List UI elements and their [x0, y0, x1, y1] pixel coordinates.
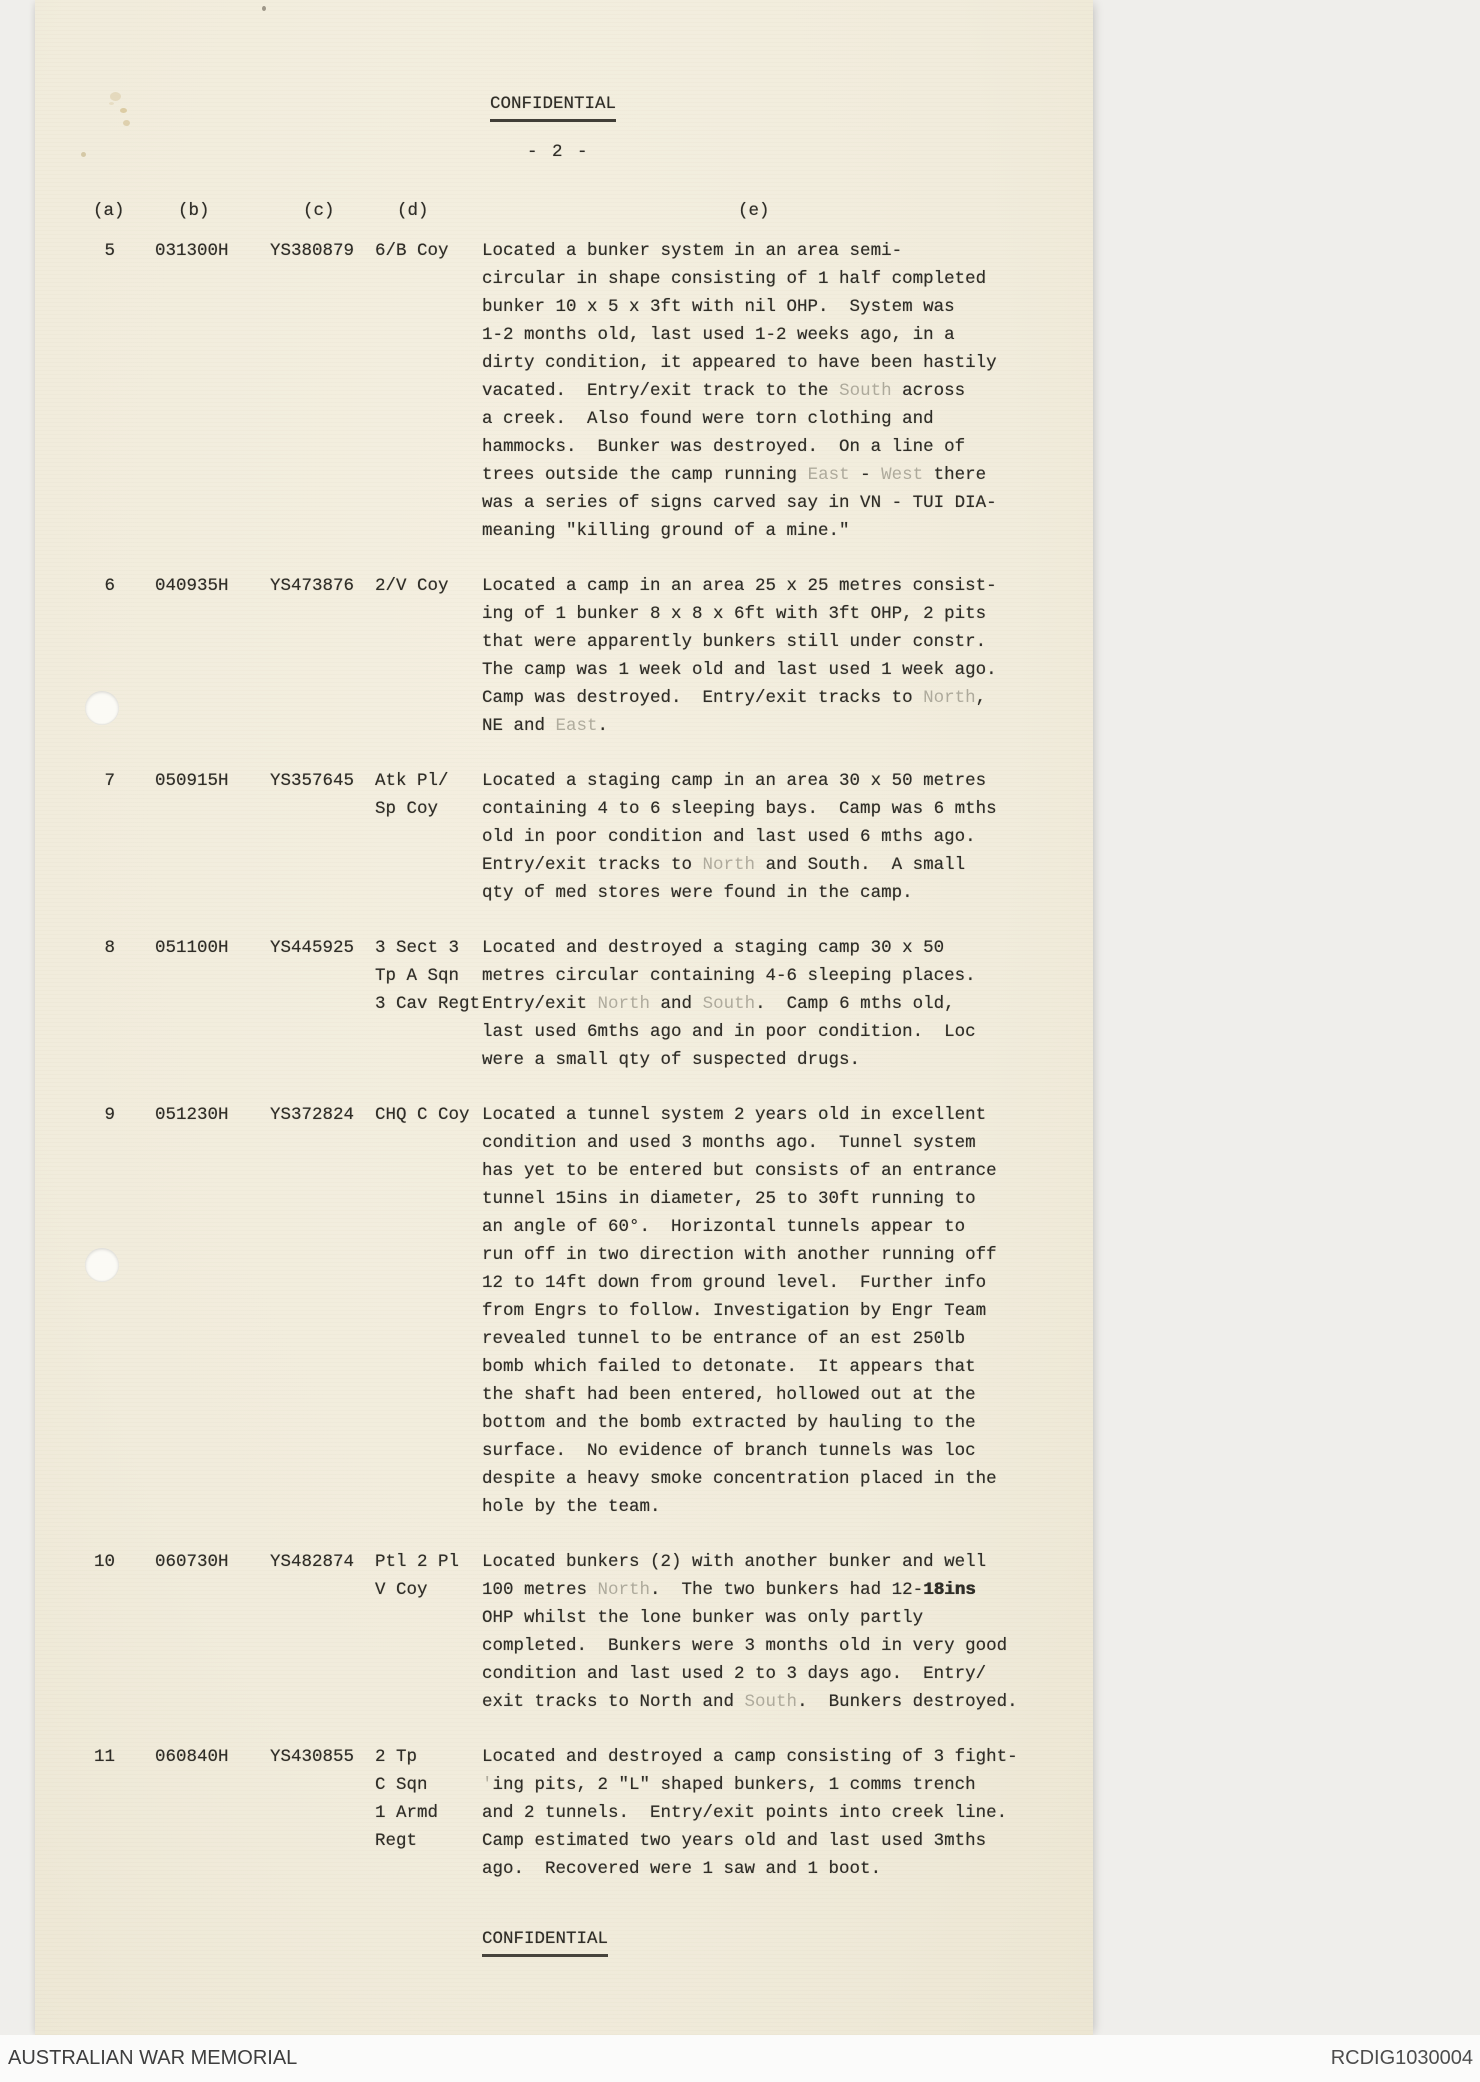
description-line: The camp was 1 week old and last used 1 week ago. [482, 660, 997, 680]
table-row [35, 1101, 1093, 1521]
paper-stain [110, 92, 121, 101]
description-line: ing of 1 bunker 8 x 8 x 6ft with 3ft OHP, 2 pits [482, 604, 987, 624]
column-header-a: (a) [93, 201, 125, 221]
archive-reference-id: RCDIG1030004 [1330, 2047, 1473, 2069]
column-header-b: (b) [178, 201, 210, 221]
description-line: old in poor condition and last used 6 mths ago. [482, 827, 976, 847]
description-line: Located a camp in an area 25 x 25 metres consist- [482, 576, 997, 596]
description-line: from Engrs to follow. Investigation by Engr Team [482, 1301, 987, 1321]
grid-reference-cell: YS357645 [270, 771, 355, 791]
grid-reference-cell: YS445925 [270, 938, 355, 958]
description-line: exit tracks to North and South. Bunkers destroyed. [482, 1692, 1018, 1712]
unit-line: 2 Tp [375, 1747, 418, 1767]
description-line: the shaft had been entered, hollowed out at the [482, 1385, 976, 1405]
unit-line: 1 Armd [375, 1803, 439, 1823]
grid-reference-cell: YS372824 [270, 1105, 355, 1125]
description-line: meaning "killing ground of a mine." [482, 521, 850, 541]
date-time-group-cell: 060840H [155, 1747, 229, 1767]
description-cell [482, 1101, 1042, 1521]
grid-reference-cell: YS380879 [270, 241, 355, 261]
description-line: condition and used 3 months ago. Tunnel system [482, 1133, 976, 1153]
unit-line: Tp A Sqn [375, 966, 460, 986]
description-line: hole by the team. [482, 1497, 661, 1517]
serial-cell: 9 [104, 1105, 115, 1125]
description-line: hammocks. Bunker was destroyed. On a line of [482, 437, 966, 457]
description-cell [482, 767, 1042, 907]
archive-source-label: AUSTRALIAN WAR MEMORIAL [8, 2047, 298, 2069]
description-line: NE and East. [482, 716, 609, 736]
description-line: containing 4 to 6 sleeping bays. Camp was 6 mths [482, 799, 997, 819]
description-line: circular in shape consisting of 1 half completed [482, 269, 987, 289]
table-row [35, 572, 1093, 740]
description-line: 1-2 months old, last used 1-2 weeks ago, in a [482, 325, 955, 345]
date-time-group-cell: 060730H [155, 1552, 229, 1572]
unit-line: 3 Cav Regt [375, 994, 481, 1014]
description-line: ago. Recovered were 1 saw and 1 boot. [482, 1859, 882, 1879]
classification-footer: CONFIDENTIAL [482, 1925, 608, 1957]
description-line: metres circular containing 4-6 sleeping places. [482, 966, 976, 986]
unit-line: Regt [375, 1831, 418, 1851]
description-line: Located bunkers (2) with another bunker and well [482, 1552, 987, 1572]
description-line: 'ing pits, 2 "L" shaped bunkers, 1 comms trench [482, 1775, 976, 1795]
description-line: Located a bunker system in an area semi- [482, 241, 903, 261]
description-line: has yet to be entered but consists of an entrance [482, 1161, 997, 1181]
description-line: completed. Bunkers were 3 months old in very good [482, 1636, 1008, 1656]
description-line: qty of med stores were found in the camp. [482, 883, 913, 903]
unit-line: 6/B Coy [375, 241, 449, 261]
column-header-c: (c) [303, 201, 335, 221]
description-line: bunker 10 x 5 x 3ft with nil OHP. System was [482, 297, 955, 317]
table-row [35, 767, 1093, 907]
description-line: Located a tunnel system 2 years old in excellent [482, 1105, 987, 1125]
description-line: tunnel 15ins in diameter, 25 to 30ft running to [482, 1189, 976, 1209]
description-cell [482, 237, 1042, 545]
unit-line: Ptl 2 Pl [375, 1552, 460, 1572]
unit-cell [375, 1743, 483, 1855]
classification-footer-wrap [482, 1910, 1093, 1970]
table-row [35, 934, 1093, 1074]
description-line: run off in two direction with another running off [482, 1245, 997, 1265]
description-line: Camp was destroyed. Entry/exit tracks to North, [482, 688, 987, 708]
description-line: last used 6mths ago and in poor condition. Loc [482, 1022, 976, 1042]
grid-reference-cell: YS430855 [270, 1747, 355, 1767]
description-line: revealed tunnel to be entrance of an est 250lb [482, 1329, 966, 1349]
date-time-group-cell: 050915H [155, 771, 229, 791]
description-line: 12 to 14ft down from ground level. Further info [482, 1273, 987, 1293]
description-line: condition and last used 2 to 3 days ago. Entry/ [482, 1664, 987, 1684]
unit-cell [375, 1548, 483, 1604]
serial-cell: 11 [93, 1747, 115, 1767]
column-header-e: (e) [738, 201, 770, 221]
description-line: bottom and the bomb extracted by hauling to the [482, 1413, 976, 1433]
description-line: an angle of 60°. Horizontal tunnels appear to [482, 1217, 966, 1237]
classification-header: CONFIDENTIAL [490, 90, 616, 122]
grid-reference-cell: YS482874 [270, 1552, 355, 1572]
table-row [35, 1548, 1093, 1716]
description-line: Entry/exit tracks to North and South. A small [482, 855, 966, 875]
date-time-group-cell: 051230H [155, 1105, 229, 1125]
table-row [35, 237, 1093, 545]
description-line: and 2 tunnels. Entry/exit points into creek line. [482, 1803, 1008, 1823]
date-time-group-cell: 051100H [155, 938, 229, 958]
description-cell [482, 1743, 1042, 1883]
description-line: bomb which failed to detonate. It appears that [482, 1357, 976, 1377]
serial-cell: 5 [104, 241, 115, 261]
date-time-group-cell: 031300H [155, 241, 229, 261]
paper-speck [262, 6, 266, 11]
description-line: surface. No evidence of branch tunnels was loc [482, 1441, 976, 1461]
unit-line: C Sqn [375, 1775, 428, 1795]
serial-cell: 6 [104, 576, 115, 596]
paper-speck [81, 152, 86, 157]
unit-line: CHQ C Coy [375, 1105, 470, 1125]
description-line: were a small qty of suspected drugs. [482, 1050, 861, 1070]
description-line: Located a staging camp in an area 30 x 50 metres [482, 771, 987, 791]
results-table [35, 237, 1093, 1970]
date-time-group-cell: 040935H [155, 576, 229, 596]
description-cell [482, 934, 1042, 1074]
description-line: vacated. Entry/exit track to the South across [482, 381, 966, 401]
unit-cell [375, 237, 483, 265]
unit-line: 2/V Coy [375, 576, 449, 596]
unit-cell [375, 934, 483, 1018]
column-header-d: (d) [397, 201, 429, 221]
grid-reference-cell: YS473876 [270, 576, 355, 596]
description-cell [482, 1548, 1042, 1716]
description-line: Entry/exit North and South. Camp 6 mths old, [482, 994, 955, 1014]
description-line: Located and destroyed a staging camp 30 x 50 [482, 938, 945, 958]
description-line: trees outside the camp running East - West there [482, 465, 987, 485]
archive-footer-bar [0, 2035, 1480, 2082]
description-line: that were apparently bunkers still under constr. [482, 632, 987, 652]
unit-line: 3 Sect 3 [375, 938, 460, 958]
description-line: Camp estimated two years old and last used 3mths [482, 1831, 987, 1851]
serial-cell: 10 [93, 1552, 115, 1572]
unit-line: Sp Coy [375, 799, 439, 819]
unit-cell [375, 767, 483, 823]
description-line: despite a heavy smoke concentration placed in the [482, 1469, 997, 1489]
paper-stain [123, 120, 130, 126]
description-line: a creek. Also found were torn clothing and [482, 409, 934, 429]
unit-line: Atk Pl/ [375, 771, 449, 791]
unit-cell [375, 1101, 483, 1129]
page-number: - 2 - [527, 142, 590, 162]
description-line: OHP whilst the lone bunker was only partly [482, 1608, 924, 1628]
description-line: dirty condition, it appeared to have been hastily [482, 353, 997, 373]
serial-cell: 8 [104, 938, 115, 958]
description-cell [482, 572, 1042, 740]
table-row [35, 1743, 1093, 1883]
unit-cell [375, 572, 483, 600]
document-paper [35, 0, 1093, 2035]
unit-line: V Coy [375, 1580, 428, 1600]
description-line: was a series of signs carved say in VN - TUI DIA- [482, 493, 997, 513]
description-line: 100 metres North. The two bunkers had 12-18ins [482, 1580, 976, 1600]
description-line: Located and destroyed a camp consisting of 3 fight- [482, 1747, 1018, 1767]
serial-cell: 7 [104, 771, 115, 791]
